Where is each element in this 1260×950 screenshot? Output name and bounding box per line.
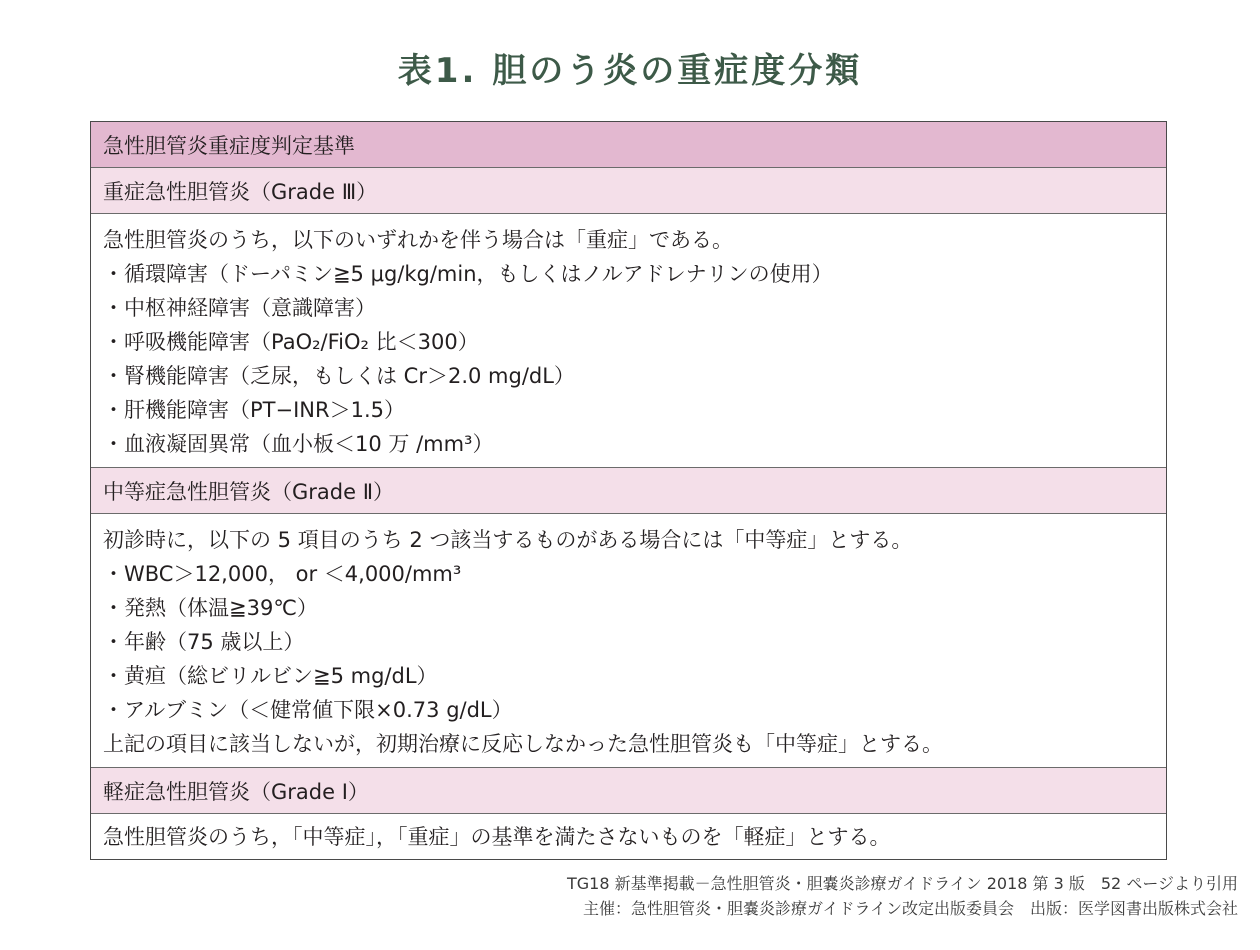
severity-table [90,121,1167,860]
list-item: ・腎機能障害（乏尿，もしくは Cr＞2.0 mg/dL） [103,364,575,388]
list-item: ・中枢神経障害（意識障害） [103,296,376,320]
text-line: 急性胆管炎のうち，以下のいずれかを伴う場合は「重症」である。 [103,228,733,252]
source-citation: TG18 新基準掲載－急性胆管炎・胆嚢炎診療ガイドライン 2018 第 3 版 52 ページより引用 [566,874,1238,893]
list-item: ・アルブミン（＜健常値下限×0.73 g/dL） [103,698,513,722]
section-heading-grade-2: 中等症急性胆管炎（Grade Ⅱ） [91,468,1166,514]
list-item: ・黄疸（総ビリルビン≧5 mg/dL） [103,664,438,688]
list-item: ・発熱（体温≧39℃） [103,596,318,620]
text-line: 初診時に，以下の 5 項目のうち 2 つ該当するものがある場合には「中等症」とする。 [103,528,913,552]
section-body-grade-3 [91,214,1166,468]
text-line: 急性胆管炎のうち，「中等症」，「重症」の基準を満たさないものを「軽症」とする。 [103,824,891,849]
list-item: ・血液凝固異常（血小板＜10 万 /mm³） [103,432,494,456]
section-heading-grade-3: 重症急性胆管炎（Grade Ⅲ） [91,168,1166,214]
section-body-grade-2 [91,514,1166,768]
list-item: ・年齢（75 歳以上） [103,630,305,654]
page-title: 表1. 胆のう炎の重症度分類 [397,51,863,91]
table-header: 急性胆管炎重症度判定基準 [91,122,1166,168]
section-heading-grade-1: 軽症急性胆管炎（Grade Ⅰ） [91,768,1166,814]
source-publisher: 主催：急性胆管炎・胆嚢炎診療ガイドライン改定出版委員会 出版：医学図書出版株式会社 [582,899,1238,918]
list-item: ・肝機能障害（PT−INR＞1.5） [103,398,405,422]
list-item: ・WBC＞12,000， or ＜4,000/mm³ [103,562,462,586]
list-item: ・呼吸機能障害（PaO₂/FiO₂ 比＜300） [103,330,479,354]
list-item: ・循環障害（ドーパミン≧5 μg/kg/min，もしくはノルアドレナリンの使用） [103,262,833,286]
text-line: 上記の項目に該当しないが，初期治療に反応しなかった急性胆管炎も「中等症」とする。 [103,732,943,756]
section-body-grade-1 [91,814,1166,859]
